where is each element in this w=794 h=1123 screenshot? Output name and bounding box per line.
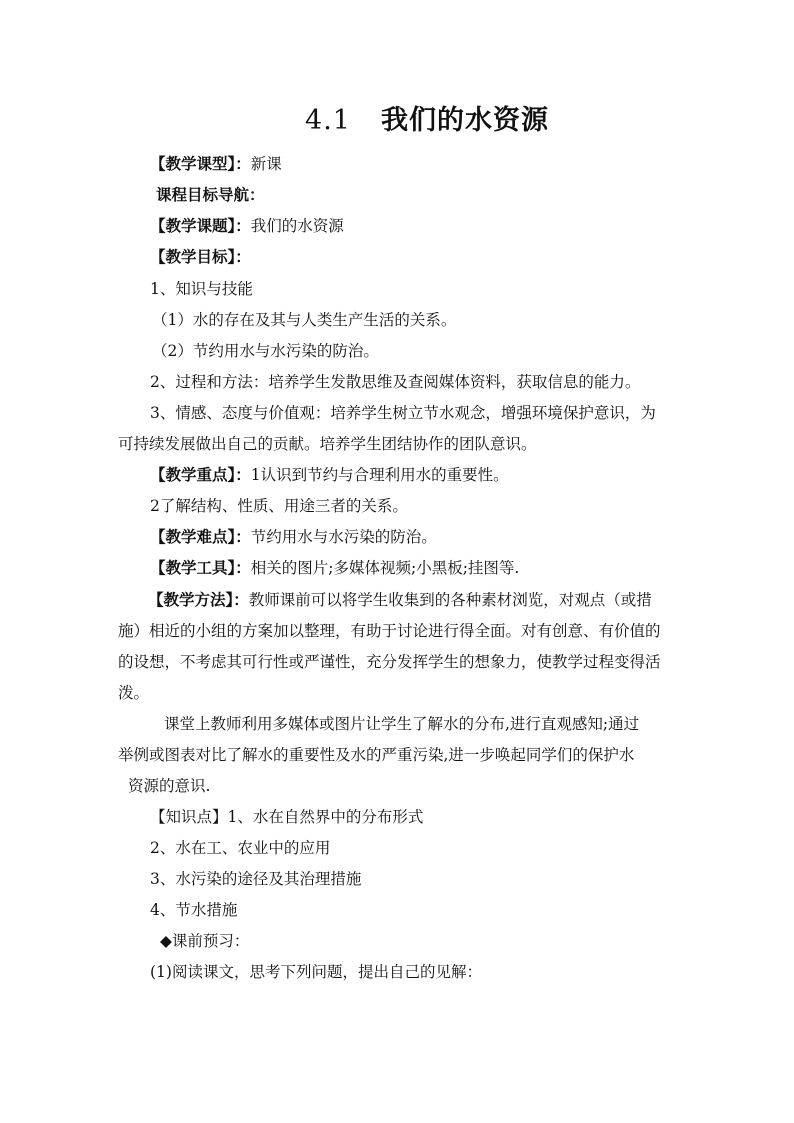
line-lesson-topic: 【教学课题】：我们的水资源 bbox=[150, 216, 344, 235]
line-goal-attitude-cont: 可持续发展做出自己的贡献。培养学生团结协作的团队意识。 bbox=[118, 435, 537, 453]
line-method-cont-1: 施）相近的小组的方案加以整理，有助于讨论进行得全面。对有创意、有价值的 bbox=[118, 622, 661, 640]
line-classroom-cont-1: 举例或图表对比了解水的重要性及水的严重污染,进一步唤起同学们的保护水 bbox=[118, 746, 635, 764]
line-classroom-cont-2: 资源的意识. bbox=[128, 777, 211, 795]
line-preview-heading: ◆课前预习： bbox=[160, 932, 250, 950]
title-text: 我们的水资源 bbox=[380, 105, 549, 136]
line-method-cont-3: 泼。 bbox=[118, 684, 150, 702]
line-method: 【教学方法】：教师课前可以将学生收集到的各种素材浏览，对观点（或措 bbox=[148, 590, 652, 609]
line-lesson-type: 【教学课型】：新课 bbox=[150, 154, 282, 173]
line-course-goal-nav: 课程目标导航： bbox=[156, 185, 265, 204]
line-knowledge-point-3: 3、水污染的途径及其治理措施 bbox=[150, 870, 362, 888]
line-classroom: 课堂上教师利用多媒体或图片让学生了解水的分布,进行直观感知;通过 bbox=[164, 715, 640, 733]
page-title bbox=[0, 98, 794, 137]
line-key-point: 【教学重点】：1认识到节约与合理利用水的重要性。 bbox=[150, 465, 509, 484]
line-difficulty: 【教学难点】：节约用水与水污染的防治。 bbox=[150, 527, 437, 546]
line-knowledge-point-4: 4、节水措施 bbox=[150, 901, 238, 919]
line-tools: 【教学工具】：相关的图片;多媒体视频;小黑板;挂图等. bbox=[150, 558, 520, 577]
line-goal-knowledge: 1、知识与技能 bbox=[150, 280, 253, 298]
line-goal-process: 2、过程和方法：培养学生发散思维及查阅媒体资料，获取信息的能力。 bbox=[150, 373, 641, 391]
line-teaching-goals: 【教学目标】： bbox=[150, 247, 251, 266]
line-knowledge-point-2: 2、水在工、农业中的应用 bbox=[150, 839, 331, 857]
line-goal-attitude: 3、情感、态度与价值观：培养学生树立节水观念，增强环境保护意识，为 bbox=[150, 404, 656, 422]
line-goal-knowledge-1: （1）水的存在及其与人类生产生活的关系。 bbox=[152, 311, 457, 329]
line-knowledge-point-1: 【知识点】1、水在自然界中的分布形式 bbox=[150, 808, 424, 826]
line-goal-knowledge-2: （2）节约用水与水污染的防治。 bbox=[152, 342, 379, 360]
section-number: 4.1 bbox=[305, 105, 351, 136]
line-preview-question: (1)阅读课文，思考下列问题，提出自己的见解： bbox=[150, 963, 482, 981]
line-method-cont-2: 的设想，不考虑其可行性或严谨性，充分发挥学生的想象力，使教学过程变得活 bbox=[118, 653, 661, 671]
line-key-point-2: 2了解结构、性质、用途三者的关系。 bbox=[150, 497, 408, 515]
